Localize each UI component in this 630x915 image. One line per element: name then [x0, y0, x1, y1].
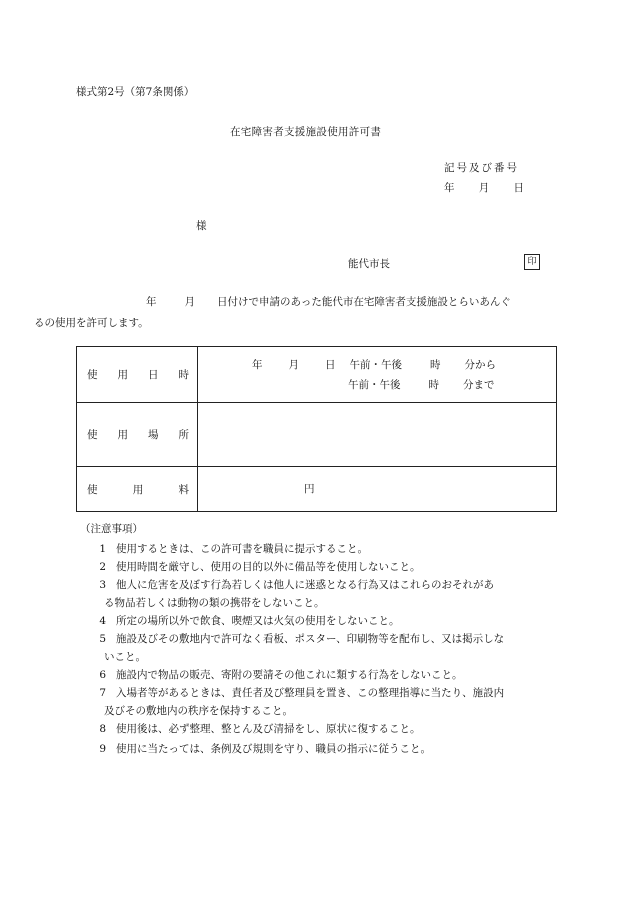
issue-date [444, 180, 524, 195]
usage-place-label [77, 403, 198, 467]
label-char: 用 [132, 483, 144, 496]
datetime-line-from: 年 月 日 午前・午後 時 分から [252, 359, 496, 371]
note-text: 使用時間を厳守し、使用の目的以外に備品等を使用しないこと。 [116, 561, 421, 573]
body-line1: 日付けで申請のあった能代市在宅障害者支援施設とらいあんぐ [217, 296, 511, 308]
document-title: 在宅障害者支援施設使用許可書 [230, 126, 382, 138]
note-continuation: いこと。 [104, 651, 146, 663]
label-char: 使 [87, 483, 98, 496]
note-number: 9 [99, 743, 106, 755]
note-item [84, 740, 554, 758]
note-number: 3 [99, 579, 106, 591]
label-char: 用 [117, 429, 128, 441]
note-item [84, 612, 554, 630]
note-text: 施設及びその敷地内で許可なく看板、ポスター、印刷物等を配布し、又は掲示しな [116, 633, 505, 645]
note-text: 使用するときは、この許可書を職員に提示すること。 [116, 543, 368, 555]
note-number: 6 [99, 669, 106, 681]
note-text: 入場者等があるときは、責任者及び整理員を置き、この整理指導に当たり、施設内 [116, 687, 505, 699]
label-char: 使 [87, 369, 98, 381]
label-char: 日 [148, 369, 159, 381]
doc-number-label: 記号及び番号 [444, 162, 519, 174]
note-number: 1 [99, 543, 106, 555]
usage-datetime-value [198, 347, 557, 403]
notes-heading: （注意事項） [80, 523, 143, 535]
note-continuation: 及びその敷地内の秩序を保持すること。 [104, 705, 293, 717]
issue-day: 日 [513, 182, 524, 194]
note-text: 所定の場所以外で飲食、喫煙又は火気の使用をしないこと。 [116, 615, 400, 627]
note-item [84, 720, 554, 738]
note-number: 4 [99, 615, 106, 627]
table-row [77, 403, 557, 467]
label-char: 所 [178, 429, 189, 441]
usage-datetime-label [77, 347, 198, 403]
fee-unit: 円 [304, 483, 315, 495]
label-char: 使 [87, 429, 98, 441]
note-number: 5 [99, 633, 106, 645]
permission-statement [34, 292, 560, 334]
note-number: 2 [99, 561, 106, 573]
table-row [77, 347, 557, 403]
body-month: 月 [184, 296, 195, 308]
label-char: 時 [178, 369, 189, 381]
note-text: 使用後は、必ず整理、整とん及び清掃をし、原状に復すること。 [116, 723, 421, 735]
usage-fee-value [198, 467, 557, 512]
issue-year: 年 [444, 182, 455, 194]
note-number: 7 [99, 687, 106, 699]
form-number: 様式第2号（第7条関係） [76, 86, 195, 98]
label-char: 料 [178, 483, 189, 496]
note-item [84, 666, 554, 684]
usage-fee-label [77, 467, 198, 512]
note-item [84, 576, 554, 612]
note-item [84, 630, 554, 666]
usage-place-value [198, 403, 557, 467]
usage-table [76, 346, 557, 512]
table-row [77, 467, 557, 512]
note-number: 8 [99, 723, 106, 735]
issue-month: 月 [478, 182, 490, 194]
note-continuation: る物品若しくは動物の類の携帯をしないこと。 [104, 597, 325, 609]
note-text: 施設内で物品の販売、寄附の要請その他これに類する行為をしないこと。 [116, 669, 463, 681]
note-text: 他人に危害を及ぼす行為若しくは他人に迷惑となる行為又はこれらのおそれがあ [116, 579, 494, 591]
seal-stamp: 印 [524, 254, 540, 270]
addressee-suffix: 様 [196, 220, 207, 232]
note-item [84, 540, 554, 558]
note-item [84, 558, 554, 576]
note-text: 使用に当たっては、条例及び規則を守り、職員の指示に従うこと。 [116, 743, 431, 755]
datetime-line-to: 午前・午後 時 分まで [348, 379, 495, 391]
label-char: 場 [148, 429, 159, 441]
note-item [84, 684, 554, 720]
body-line2: るの使用を許可します。 [34, 317, 149, 329]
issuer-name: 能代市長 [348, 258, 390, 270]
label-char: 用 [117, 369, 128, 381]
body-year: 年 [146, 296, 157, 308]
